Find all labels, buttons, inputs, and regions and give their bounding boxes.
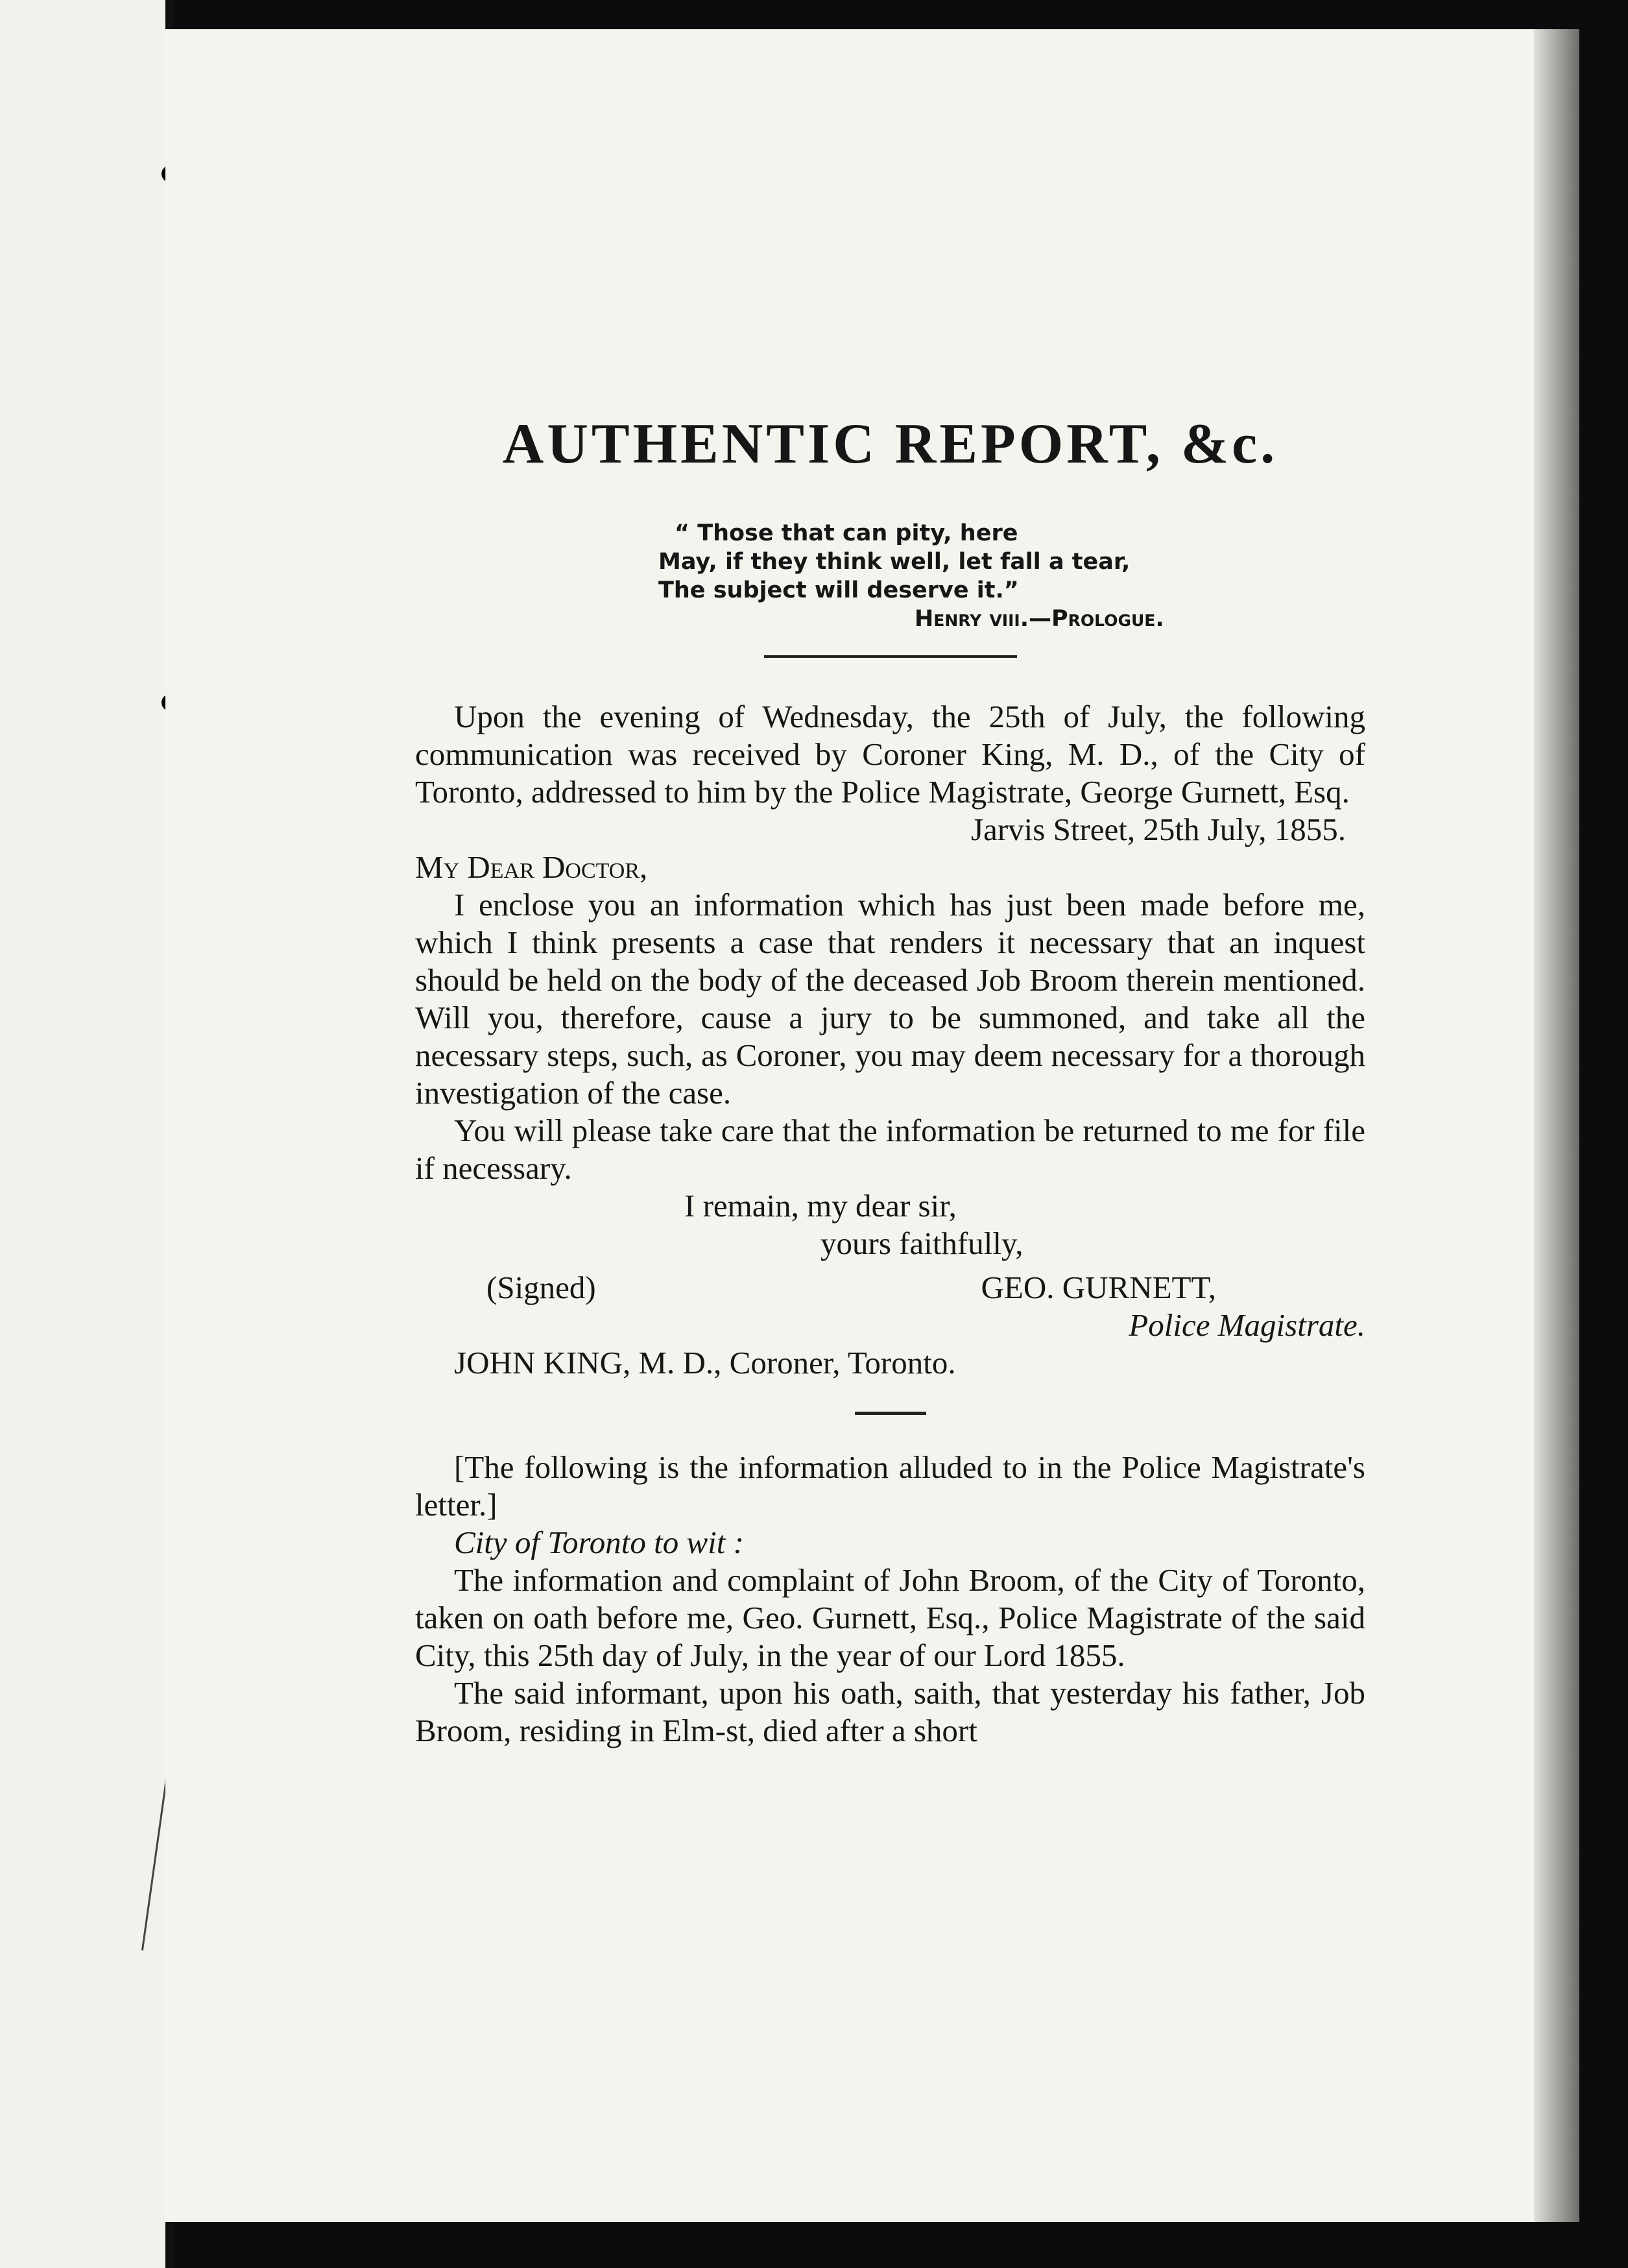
signer-name: GEO. GURNETT, — [981, 1270, 1216, 1305]
section-divider — [764, 655, 1017, 658]
signer-title: Police Magistrate. — [1129, 1307, 1365, 1343]
epigraph — [658, 519, 1365, 633]
epigraph-line: The subject will deserve it.” — [658, 577, 1019, 603]
signed-label: (Signed) — [486, 1270, 596, 1305]
letter-closing: I remain, my dear sir, — [684, 1188, 957, 1224]
letter-closing: yours faithfully, — [820, 1225, 1023, 1261]
letter-address: Jarvis Street, 25th July, 1855. — [971, 812, 1346, 847]
jurisdiction-heading: City of Toronto to wit : — [454, 1525, 744, 1560]
information-text — [415, 1449, 1365, 1750]
information-paragraph: The information and complaint of John Broom, of the City of Toronto, taken on oath before me, Geo. Gurnett, Esq., Police Magistrate of the said City, this 25th day of July, in the year of our Lord 1855. — [415, 1562, 1365, 1673]
binding-margin — [0, 0, 165, 2268]
intro-paragraph: Upon the evening of Wednesday, the 25th of July, the following communication was received by Coroner King, M. D., of the City of Toronto, addressed to him by the Police Magistrate, George Gurnett, Esq. — [415, 699, 1365, 810]
report-text — [415, 698, 1365, 1382]
epigraph-line: “ Those that can pity, here — [675, 520, 1018, 546]
section-divider — [855, 1412, 926, 1415]
editor-note: [The following is the information alluded to in the Police Magistrate's letter.] — [415, 1449, 1365, 1523]
letter-salutation: My Dear Doctor, — [415, 849, 648, 885]
signature-row — [415, 1269, 1365, 1307]
epigraph-line: May, if they think well, let fall a tear, — [658, 549, 1131, 575]
letter-paragraph: You will please take care that the information be returned to me for file if necessary. — [415, 1113, 1365, 1186]
information-paragraph: The said informant, upon his oath, saith, that yesterday his father, Job Broom, residing in Elm-st, died after a short — [415, 1675, 1365, 1748]
epigraph-attribution: Henry viii.—Prologue. — [915, 606, 1164, 632]
page-edge-shadow — [1534, 29, 1579, 2222]
document-body — [415, 405, 1365, 1750]
letter-recipient: JOHN KING, M. D., Coroner, Toronto. — [454, 1345, 956, 1381]
letter-paragraph: I enclose you an information which has just been made before me, which I think presents a case that renders it necessary that an inquest should be held on the body of the deceased Job Broom therein mentioned. Will you, therefore, cause a jury to be summoned, and take all the necessary steps, such, as Coroner, you may deem necessary for a thorough investigation of the case. — [415, 887, 1365, 1111]
document-title: AUTHENTIC REPORT, &c. — [502, 413, 1278, 476]
